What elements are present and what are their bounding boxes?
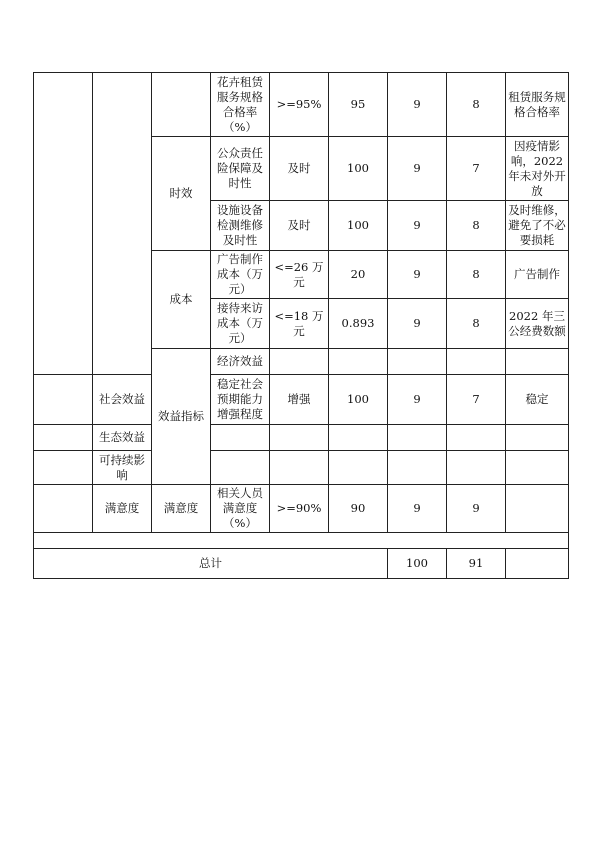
indicator-cell: 公众责任险保障及时性 <box>211 137 270 201</box>
dimension-cell <box>152 73 211 137</box>
table-row <box>34 485 569 533</box>
weight-cell <box>388 451 447 485</box>
weight-cell: 9 <box>388 137 447 201</box>
target-cell <box>329 349 388 375</box>
note-cell: 租赁服务规格合格率 <box>506 73 569 137</box>
weight-cell: 9 <box>388 73 447 137</box>
dimension-cell: 可持续影响 <box>93 451 152 485</box>
target-cell: 增强 <box>270 375 329 425</box>
note-cell <box>506 549 569 579</box>
weight-cell: 9 <box>388 251 447 299</box>
actual-cell: 90 <box>329 485 388 533</box>
actual-cell: 0.893 <box>329 299 388 349</box>
target-cell: >=95% <box>270 73 329 137</box>
category-cell <box>34 485 93 533</box>
note-cell: 因疫情影响，2022年未对外开放 <box>506 137 569 201</box>
weight-cell: 9 <box>388 299 447 349</box>
score-cell: 9 <box>447 485 506 533</box>
weight-cell: 9 <box>388 201 447 251</box>
target-cell: >=90% <box>270 485 329 533</box>
indicator-cell: 设施设备检测维修及时性 <box>211 201 270 251</box>
note-cell: 稳定 <box>506 375 569 425</box>
subcategory-cell <box>93 73 152 375</box>
target-cell: 及时 <box>270 201 329 251</box>
note-cell: 广告制作 <box>506 251 569 299</box>
score-cell <box>506 349 569 375</box>
weight-cell <box>388 425 447 451</box>
score-cell: 7 <box>447 375 506 425</box>
note-cell <box>506 425 569 451</box>
target-cell <box>270 425 329 451</box>
actual-cell: 95 <box>329 73 388 137</box>
dimension-cell: 经济效益 <box>211 349 270 375</box>
actual-cell <box>329 451 388 485</box>
category-cell <box>34 73 93 375</box>
performance-table <box>33 72 569 579</box>
actual-cell: 20 <box>329 251 388 299</box>
table-row <box>34 533 569 549</box>
actual-cell <box>388 349 447 375</box>
dimension-cell: 社会效益 <box>93 375 152 425</box>
indicator-cell: 稳定社会预期能力增强程度 <box>211 375 270 425</box>
category-cell <box>34 425 93 451</box>
table-row <box>34 425 569 451</box>
indicator-cell: 广告制作成本（万元） <box>211 251 270 299</box>
table-row <box>34 73 569 137</box>
indicator-cell <box>211 451 270 485</box>
weight-cell: 9 <box>388 485 447 533</box>
subcategory-cell: 满意度 <box>93 485 152 533</box>
actual-cell <box>329 425 388 451</box>
dimension-cell: 时效 <box>152 137 211 251</box>
note-cell <box>506 485 569 533</box>
score-cell: 8 <box>447 201 506 251</box>
target-cell: <=18 万元 <box>270 299 329 349</box>
score-cell: 8 <box>447 299 506 349</box>
total-label-cell: 总计 <box>34 549 388 579</box>
spacer-cell <box>34 533 569 549</box>
total-row <box>34 549 569 579</box>
weight-cell <box>447 349 506 375</box>
table-row <box>34 375 569 425</box>
target-cell: <=26 万元 <box>270 251 329 299</box>
category-cell <box>34 451 93 485</box>
note-cell <box>506 451 569 485</box>
weight-cell: 9 <box>388 375 447 425</box>
total-score-cell: 91 <box>447 549 506 579</box>
target-cell <box>270 451 329 485</box>
note-cell: 及时维修，避免了不必要损耗 <box>506 201 569 251</box>
dimension-cell: 满意度 <box>152 485 211 533</box>
indicator-cell <box>270 349 329 375</box>
dimension-cell: 成本 <box>152 251 211 349</box>
indicator-cell: 相关人员满意度（%） <box>211 485 270 533</box>
indicator-cell: 花卉租赁服务规格合格率（%） <box>211 73 270 137</box>
note-cell: 2022 年三公经费数额 <box>506 299 569 349</box>
category-cell <box>34 375 93 425</box>
score-cell <box>447 451 506 485</box>
total-weight-cell: 100 <box>388 549 447 579</box>
score-cell <box>447 425 506 451</box>
dimension-cell: 生态效益 <box>93 425 152 451</box>
score-cell: 8 <box>447 251 506 299</box>
score-cell: 8 <box>447 73 506 137</box>
indicator-cell: 接待来访成本（万元） <box>211 299 270 349</box>
table-row <box>34 451 569 485</box>
subcategory-cell: 效益指标 <box>152 349 211 485</box>
actual-cell: 100 <box>329 137 388 201</box>
actual-cell: 100 <box>329 375 388 425</box>
actual-cell: 100 <box>329 201 388 251</box>
score-cell: 7 <box>447 137 506 201</box>
target-cell: 及时 <box>270 137 329 201</box>
indicator-cell <box>211 425 270 451</box>
